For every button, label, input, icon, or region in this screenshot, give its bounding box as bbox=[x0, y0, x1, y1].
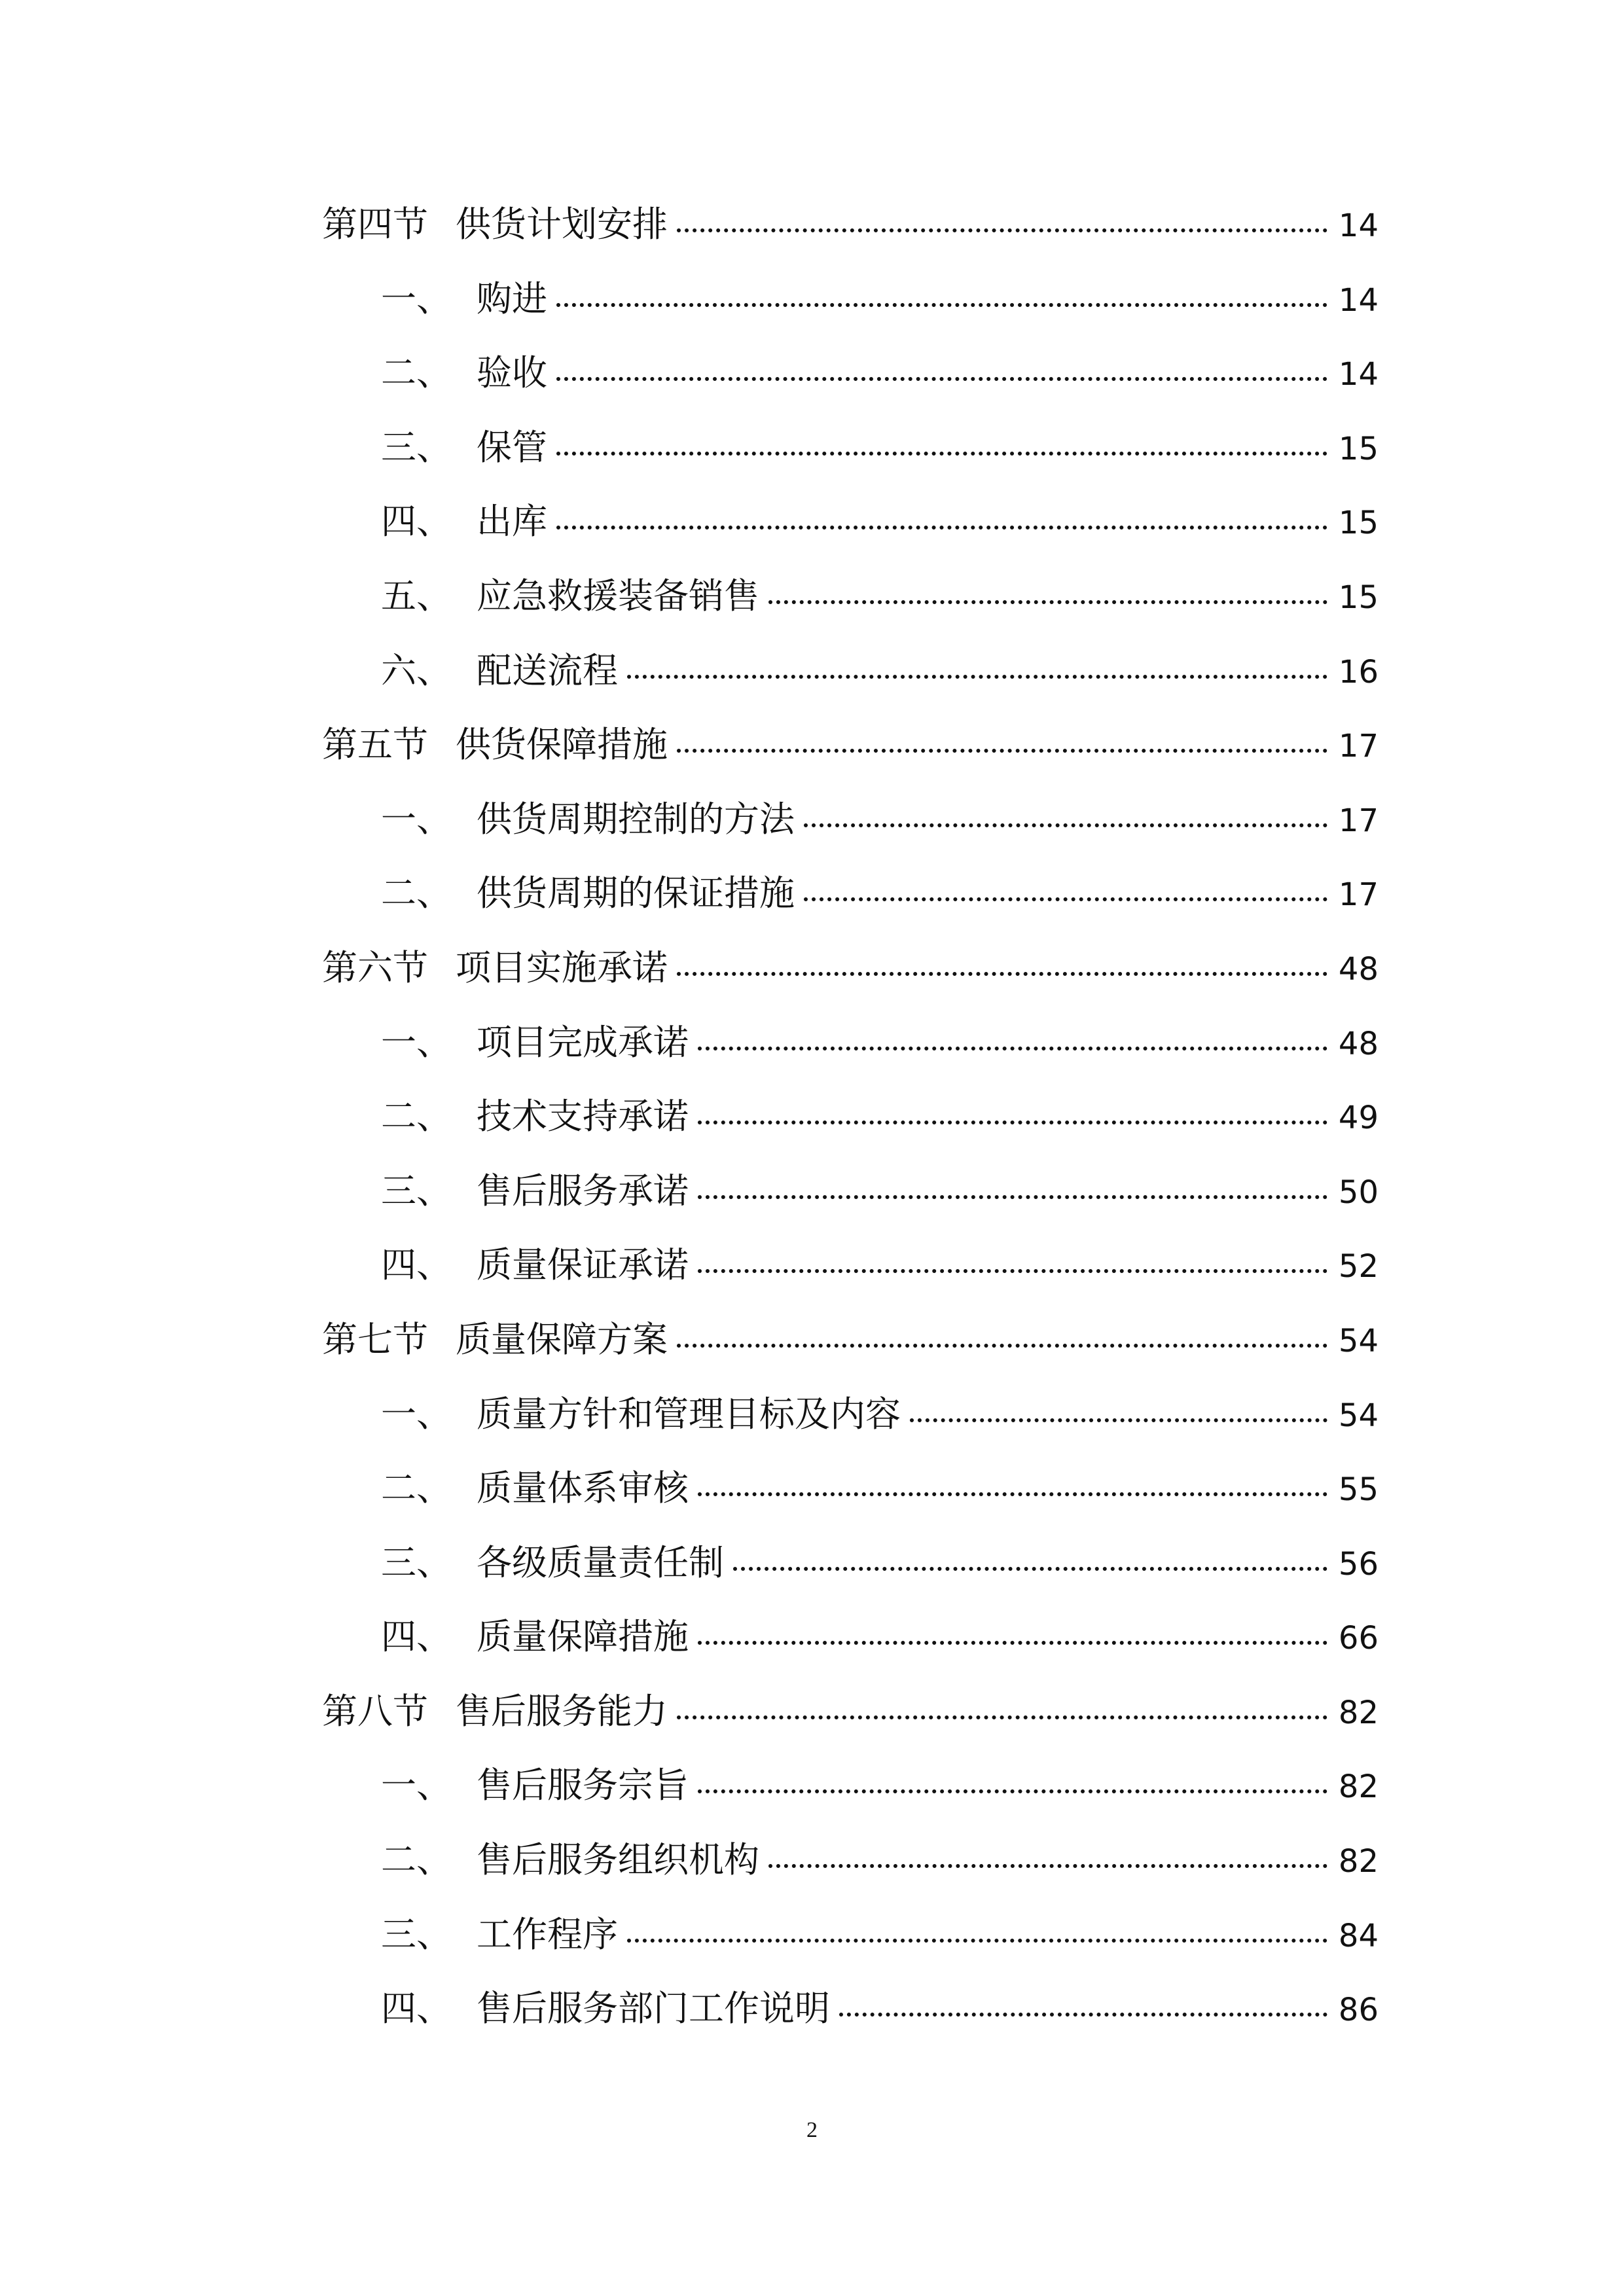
toc-dot-leader bbox=[733, 1567, 1327, 1571]
toc-dot-leader bbox=[804, 897, 1327, 901]
toc-subsection-entry[interactable] bbox=[322, 1748, 1379, 1823]
toc-entry-title: 供货保障措施 bbox=[456, 724, 668, 766]
toc-dot-leader bbox=[677, 1344, 1327, 1348]
toc-entry-number: 二、 bbox=[381, 352, 452, 394]
toc-entry-page: 56 bbox=[1338, 1545, 1379, 1583]
toc-entry-title: 售后服务组织机构 bbox=[477, 1839, 759, 1881]
toc-subsection-entry[interactable] bbox=[322, 1228, 1379, 1302]
toc-entry-page: 86 bbox=[1338, 1992, 1379, 2029]
toc-entry-title: 售后服务承诺 bbox=[477, 1170, 689, 1211]
toc-entry-number: 三、 bbox=[381, 426, 452, 468]
toc-entry-title: 购进 bbox=[477, 278, 547, 319]
toc-section-entry[interactable] bbox=[322, 708, 1379, 782]
toc-entry-page: 55 bbox=[1338, 1471, 1379, 1509]
toc-entry-number: 四、 bbox=[381, 1244, 452, 1286]
toc-entry-title: 售后服务部门工作说明 bbox=[477, 1988, 830, 2030]
toc-entry-page: 48 bbox=[1338, 1025, 1379, 1062]
toc-subsection-entry[interactable] bbox=[322, 1005, 1379, 1080]
toc-dot-leader bbox=[677, 749, 1327, 753]
toc-subsection-entry[interactable] bbox=[322, 1377, 1379, 1452]
toc-entry-title: 配送流程 bbox=[477, 649, 618, 691]
toc-subsection-entry[interactable] bbox=[322, 1526, 1379, 1600]
toc-subsection-entry[interactable] bbox=[322, 1897, 1379, 1972]
toc-dot-leader bbox=[677, 1715, 1327, 1719]
toc-entry-page: 17 bbox=[1338, 876, 1379, 914]
toc-entry-page: 14 bbox=[1338, 281, 1379, 319]
toc-entry-title: 项目完成承诺 bbox=[477, 1021, 689, 1063]
toc-dot-leader bbox=[910, 1418, 1327, 1422]
toc-dot-leader bbox=[698, 1047, 1327, 1050]
toc-entry-page: 50 bbox=[1338, 1174, 1379, 1211]
toc-subsection-entry[interactable] bbox=[322, 410, 1379, 485]
toc-entry-page: 84 bbox=[1338, 1917, 1379, 1954]
toc-dot-leader bbox=[698, 1195, 1327, 1199]
toc-entry-number: 三、 bbox=[381, 1541, 452, 1583]
toc-subsection-entry[interactable] bbox=[322, 1823, 1379, 1897]
toc-entry-number: 一、 bbox=[381, 1765, 452, 1806]
toc-entry-page: 49 bbox=[1338, 1100, 1379, 1137]
toc-entry-number: 第八节 bbox=[322, 1690, 428, 1732]
toc-entry-page: 14 bbox=[1338, 356, 1379, 393]
toc-entry-page: 17 bbox=[1338, 728, 1379, 765]
toc-entry-number: 二、 bbox=[381, 1096, 452, 1138]
toc-entry-number: 一、 bbox=[381, 1021, 452, 1063]
toc-subsection-entry[interactable] bbox=[322, 559, 1379, 634]
toc-dot-leader bbox=[556, 377, 1327, 381]
toc-dot-leader bbox=[839, 2013, 1327, 2017]
toc-entry-title: 项目实施承诺 bbox=[456, 946, 668, 988]
page-number: 2 bbox=[806, 2118, 818, 2142]
toc-dot-leader bbox=[698, 1121, 1327, 1124]
toc-entry-number: 一、 bbox=[381, 278, 452, 319]
toc-entry-number: 一、 bbox=[381, 1393, 452, 1435]
toc-dot-leader bbox=[677, 228, 1327, 232]
toc-entry-page: 66 bbox=[1338, 1620, 1379, 1657]
toc-entry-title: 工作程序 bbox=[477, 1913, 618, 1955]
toc-entry-title: 验收 bbox=[477, 352, 547, 394]
toc-subsection-entry[interactable] bbox=[322, 1971, 1379, 2046]
toc-subsection-entry[interactable] bbox=[322, 262, 1379, 336]
toc-subsection-entry[interactable] bbox=[322, 484, 1379, 559]
toc-subsection-entry[interactable] bbox=[322, 1079, 1379, 1154]
toc-entry-page: 16 bbox=[1338, 653, 1379, 691]
toc-entry-number: 二、 bbox=[381, 1467, 452, 1509]
toc-entry-title: 技术支持承诺 bbox=[477, 1096, 689, 1138]
toc-subsection-entry[interactable] bbox=[322, 1154, 1379, 1229]
toc-entry-page: 54 bbox=[1338, 1322, 1379, 1359]
toc-dot-leader bbox=[768, 1864, 1327, 1868]
toc-subsection-entry[interactable] bbox=[322, 856, 1379, 931]
toc-dot-leader bbox=[698, 1269, 1327, 1273]
toc-entry-number: 第四节 bbox=[322, 204, 428, 245]
toc-dot-leader bbox=[556, 526, 1327, 529]
toc-entry-number: 五、 bbox=[381, 575, 452, 617]
toc-entry-title: 应急救援装备销售 bbox=[477, 575, 759, 617]
toc-entry-number: 四、 bbox=[381, 1616, 452, 1658]
toc-entry-title: 质量保障方案 bbox=[456, 1318, 668, 1360]
toc-entry-number: 第六节 bbox=[322, 946, 428, 988]
toc-entry-page: 52 bbox=[1338, 1248, 1379, 1285]
toc-entry-title: 售后服务宗旨 bbox=[477, 1765, 689, 1806]
toc-entry-page: 17 bbox=[1338, 802, 1379, 839]
toc-entry-page: 48 bbox=[1338, 950, 1379, 988]
toc-entry-title: 供货周期的保证措施 bbox=[477, 872, 795, 914]
toc-entry-number: 二、 bbox=[381, 872, 452, 914]
toc-entry-page: 15 bbox=[1338, 579, 1379, 616]
toc-subsection-entry[interactable] bbox=[322, 1451, 1379, 1526]
toc-subsection-entry[interactable] bbox=[322, 634, 1379, 708]
toc-dot-leader bbox=[627, 1939, 1327, 1943]
toc-entry-title: 供货计划安排 bbox=[456, 204, 668, 245]
toc-dot-leader bbox=[698, 1492, 1327, 1496]
toc-dot-leader bbox=[698, 1789, 1327, 1793]
toc-section-entry[interactable] bbox=[322, 931, 1379, 1005]
toc-entry-page: 54 bbox=[1338, 1397, 1379, 1434]
toc-entry-number: 四、 bbox=[381, 501, 452, 543]
toc-section-entry[interactable] bbox=[322, 1302, 1379, 1377]
toc-entry-title: 质量保证承诺 bbox=[477, 1244, 689, 1286]
toc-subsection-entry[interactable] bbox=[322, 1600, 1379, 1674]
toc-dot-leader bbox=[556, 452, 1327, 456]
toc-subsection-entry[interactable] bbox=[322, 782, 1379, 857]
toc-dot-leader bbox=[677, 972, 1327, 976]
toc-dot-leader bbox=[556, 303, 1327, 307]
toc-entry-number: 一、 bbox=[381, 798, 452, 840]
toc-dot-leader bbox=[698, 1641, 1327, 1645]
toc-entry-title: 供货周期控制的方法 bbox=[477, 798, 795, 840]
toc-section-entry[interactable] bbox=[322, 1674, 1379, 1749]
toc-entry-number: 四、 bbox=[381, 1988, 452, 2030]
toc-entry-number: 三、 bbox=[381, 1170, 452, 1211]
toc-entry-page: 82 bbox=[1338, 1768, 1379, 1806]
toc-section-entry[interactable] bbox=[322, 187, 1379, 262]
toc-entry-title: 保管 bbox=[477, 426, 547, 468]
toc-dot-leader bbox=[804, 823, 1327, 827]
toc-entry-title: 售后服务能力 bbox=[456, 1690, 668, 1732]
toc-dot-leader bbox=[768, 600, 1327, 604]
toc-entry-page: 15 bbox=[1338, 430, 1379, 467]
toc-entry-number: 第七节 bbox=[322, 1318, 428, 1360]
toc-entry-title: 出库 bbox=[477, 501, 547, 543]
toc-entry-title: 质量保障措施 bbox=[477, 1616, 689, 1658]
toc-entry-page: 14 bbox=[1338, 207, 1379, 244]
toc-entry-page: 15 bbox=[1338, 505, 1379, 542]
toc-entry-page: 82 bbox=[1338, 1694, 1379, 1731]
toc-subsection-entry[interactable] bbox=[322, 336, 1379, 410]
toc-entry-title: 质量方针和管理目标及内容 bbox=[477, 1393, 901, 1435]
toc-entry-number: 第五节 bbox=[322, 724, 428, 766]
toc-entry-title: 质量体系审核 bbox=[477, 1467, 689, 1509]
toc-entry-number: 三、 bbox=[381, 1913, 452, 1955]
toc-entry-page: 82 bbox=[1338, 1843, 1379, 1880]
toc-entry-number: 二、 bbox=[381, 1839, 452, 1881]
toc-entry-title: 各级质量责任制 bbox=[477, 1541, 724, 1583]
table-of-contents bbox=[322, 187, 1379, 2046]
toc-dot-leader bbox=[627, 675, 1327, 679]
toc-entry-number: 六、 bbox=[381, 649, 452, 691]
